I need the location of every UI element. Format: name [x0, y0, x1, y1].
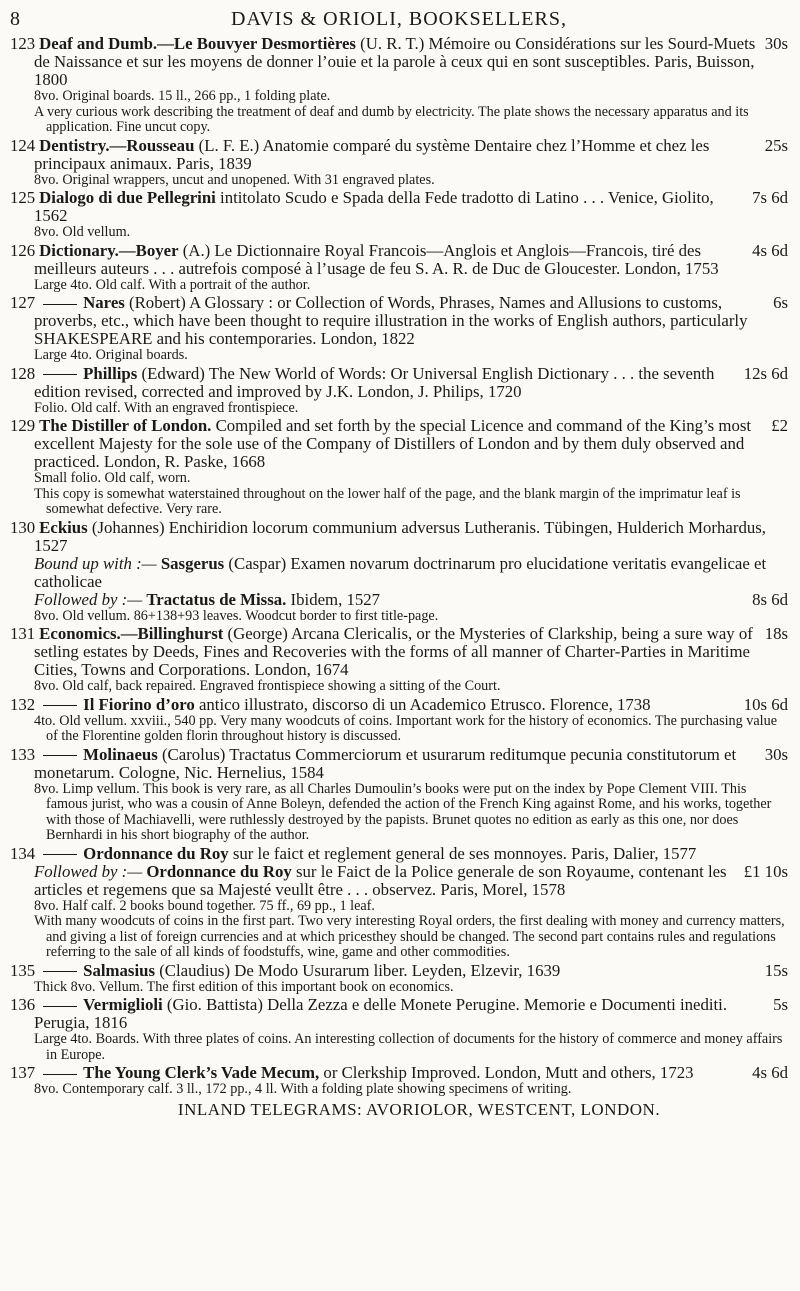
entry-description: Thick 8vo. Vellum. The first edition of this important book on economics.	[34, 978, 454, 995]
entry-keyword: Dentistry.—Rousseau	[39, 135, 195, 155]
entry-price: 15s	[764, 960, 788, 980]
entry-title-line	[10, 625, 788, 679]
entry-title-line	[10, 746, 788, 782]
entry-price: 12s 6d	[743, 363, 788, 383]
entry-note: Bound up with :—	[34, 553, 157, 573]
entry-keyword: Eckius	[39, 517, 88, 537]
entry-number: 132	[10, 694, 36, 714]
entry-number: 137	[10, 1063, 36, 1082]
telegram-footer: INLAND TELEGRAMS: AVORIOLOR, WESTCENT, LONDON.	[177, 1099, 661, 1119]
entry-price: 5s	[773, 995, 788, 1014]
ditto-rule	[43, 374, 77, 375]
entry-continuation-line	[10, 863, 788, 899]
running-head: DAVIS & ORIOLI, BOOKSELLERS,	[231, 8, 567, 30]
entry-title-line	[10, 696, 788, 714]
catalogue-entry	[10, 996, 788, 1063]
entry-price: 30s	[764, 34, 788, 53]
ditto-rule	[43, 304, 77, 305]
catalogue-entry	[10, 1064, 788, 1098]
entry-keyword: The Distiller of London.	[39, 416, 212, 435]
page-number: 8	[10, 8, 20, 30]
entry-text: (George) Arcana Clericalis, or the Mysteries of Clarkship, being a sure way of setling estates by Deeds, Fines and Recoveries with the forms of all manner of Charter-Parties in Maritime Cities, Towns and Corporations. London, 1674	[34, 624, 753, 679]
entry-keyword: Tractatus de Missa.	[146, 589, 287, 609]
entry-text: (Robert) A Glossary : or Collection of Words, Phrases, Names and Allusions to customs, proverbs, etc., which have been thought to require illustration in the works of English authors, particularly SHAKESPEARE and his contemporaries. London, 1822	[34, 293, 748, 348]
catalogue-entry	[10, 417, 788, 518]
entry-keyword: Molinaeus	[83, 744, 158, 764]
catalogue-entry	[10, 845, 788, 961]
ditto-rule	[43, 1074, 77, 1075]
entry-keyword: Nares	[83, 293, 125, 312]
entry-description: 8vo. Old calf, back repaired. Engraved frontispiece showing a sitting of the Court.	[34, 678, 501, 694]
entry-description: 8vo. Contemporary calf. 3 ll., 172 pp., 4 ll. With a folding plate showing specimens of writing.	[34, 1081, 572, 1097]
catalogue-entry	[10, 35, 788, 136]
entry-number: 135	[10, 960, 36, 980]
entry-number: 125	[10, 188, 36, 207]
entry-title-line	[10, 242, 788, 278]
entry-description: 4to. Old vellum. xxviii., 540 pp. Very many woodcuts of coins. Important work for the history of economics. The purchasing value of the Florentine golden florin throughout history is discussed.	[34, 712, 778, 744]
entry-text: (Edward) The New World of Words: Or Universal English Dictionary . . . the seventh edition revised, corrected and improved by J.K. London, J. Philips, 1720	[34, 363, 715, 401]
entry-continuation-line	[10, 591, 788, 609]
entry-price: 4s 6d	[752, 240, 788, 260]
entry-continuation-line	[10, 555, 788, 591]
entry-price: 25s	[764, 135, 788, 155]
entry-text: intitolato Scudo e Spada della Fede tradotto di Latino . . . Venice, Giolito, 1562	[34, 188, 714, 225]
entry-description: Large 4to. Original boards.	[34, 347, 188, 363]
entry-text: (L. F. E.) Anatomie comparé du système Dentaire chez l’Homme et chez les principaux animaux. Paris, 1839	[34, 135, 710, 173]
entry-title-line	[10, 519, 788, 555]
entry-keyword: Dictionary.—Boyer	[39, 240, 179, 260]
entry-text: (Johannes) Enchiridion locorum communium adversus Lutheranis. Tübingen, Hulderich Morhardus, 1527	[34, 517, 766, 555]
entry-title-line	[10, 996, 788, 1032]
ditto-rule	[43, 854, 77, 855]
entry-title-line	[10, 845, 788, 863]
entry-description: 8vo. Half calf. 2 books bound together. 75 ff., 69 pp., 1 leaf.	[34, 897, 375, 914]
entry-description: With many woodcuts of coins in the first part. Two very interesting Royal orders, the first dealing with money and currency matters, and giving a list of foreign currencies and at which pricesthey should be changed. The second part contains rules and regulations referring to the sale of all kinds of foodstuffs, wine, game and other commodities.	[34, 913, 785, 960]
catalogue-entry	[10, 189, 788, 241]
entry-description: This copy is somewhat waterstained throughout on the lower half of the page, and the blank margin of the imprimatur leaf is somewhat defective. Very rare.	[34, 485, 741, 517]
entry-title-line	[10, 189, 788, 225]
catalogue-entry	[10, 137, 788, 189]
ditto-rule	[43, 755, 77, 756]
entry-price: 6s	[773, 293, 788, 312]
entry-number: 133	[10, 744, 36, 764]
entry-description: Large 4to. Boards. With three plates of coins. An interesting collection of documents for the history of commerce and money affairs in Europe.	[34, 1031, 783, 1063]
entry-price: 8s 6d	[752, 589, 788, 609]
entry-text: antico illustrato, discorso di un Academico Etrusco. Florence, 1738	[198, 694, 651, 714]
page-header	[10, 8, 788, 30]
entry-text: Ibidem, 1527	[290, 589, 381, 609]
entry-number: 130	[10, 517, 36, 537]
catalogue-entry	[10, 625, 788, 695]
entry-description: 8vo. Old vellum.	[34, 224, 131, 240]
entry-keyword: Ordonnance du Roy	[83, 843, 229, 863]
entry-text: (Claudius) De Modo Usurarum liber. Leyden, Elzevir, 1639	[159, 960, 561, 980]
entry-description: Large 4to. Old calf. With a portrait of the author.	[34, 276, 311, 293]
entry-keyword: Phillips	[83, 363, 138, 383]
ditto-rule	[43, 971, 77, 972]
entry-description: 8vo. Original boards. 15 ll., 266 pp., 1 folding plate.	[34, 88, 331, 104]
catalogue-entry	[10, 746, 788, 844]
ditto-rule	[43, 705, 77, 706]
entry-keyword: Dialogo di due Pellegrini	[39, 188, 216, 207]
entry-text: sur le Faict de la Police generale de son Royaume, contenant les articles et regemens que sa Majesté veullt être . . . observez. Paris, Morel, 1578	[34, 861, 727, 899]
entry-keyword: Sasgerus	[160, 553, 225, 573]
entry-title-line	[10, 417, 788, 471]
entry-price: 30s	[764, 744, 788, 764]
entry-text: (Gio. Battista) Della Zezza e delle Monete Perugine. Memorie e Documenti inediti. Perugia, 1816	[34, 995, 728, 1032]
entry-price: £1 10s	[743, 861, 788, 881]
entry-text: (Carolus) Tractatus Commerciorum et usurarum reditumque pecunia constitutorum et monetarum. Cologne, Nic. Hernelius, 1584	[34, 744, 737, 782]
entry-title-line	[10, 962, 788, 980]
entry-text: (U. R. T.) Mémoire ou Considérations sur les Sourd-Muets de Naissance et sur les moyens de donner l’ouie et la parole à ceux qui en sont susceptibles. Paris, Buisson, 1800	[34, 34, 756, 89]
entry-text: (A.) Le Dictionnaire Royal Francois—Anglois et Anglois—Francois, tiré des meilleurs auteurs . . . autrefois composé à l’usage de feu S. A. R. de Duc de Gloucester. London, 1753	[34, 240, 719, 278]
entry-description: 8vo. Limp vellum. This book is very rare, as all Charles Dumoulin’s books were put on the index by Pope Clement VIII. This famous jurist, who was a cousin of Anne Boleyn, defended the action of the French King against Rome, and his works, together with those of Machiavelli, were ruthlessly destroyed by the papists. Brunet quotes no edition as early as this one, nor does Bernhardi in his short biography of the author.	[34, 780, 772, 843]
entry-description: 8vo. Original wrappers, uncut and unopened. With 31 engraved plates.	[34, 171, 435, 188]
entry-keyword: Deaf and Dumb.—Le Bouvyer Desmortières	[39, 34, 356, 53]
entry-price: 4s 6d	[752, 1063, 788, 1082]
catalogue-entry	[10, 696, 788, 745]
entry-title-line	[10, 137, 788, 173]
entry-text: (Caspar) Examen novarum doctrinarum pro elucidatione veritatis evangelicae et catholicae	[34, 553, 767, 591]
entry-description: A very curious work describing the treatment of deaf and dumb by electricity. The plate shows the necessary apparatus and its application. Fine uncut copy.	[34, 103, 749, 135]
entry-title-line	[10, 294, 788, 348]
catalogue-entry	[10, 294, 788, 364]
entry-text: sur le faict et reglement general de ses monnoyes. Paris, Dalier, 1577	[232, 843, 697, 863]
entry-number: 127	[10, 293, 36, 312]
entry-text: Compiled and set forth by the special Licence and command of the King’s most excellent Majesty for the sole use of the Company of Distillers of London and by them duly observed and practiced. London, R. Paske, 1668	[34, 416, 752, 471]
entry-price: 7s 6d	[752, 188, 788, 207]
catalogue-entries	[10, 35, 788, 1098]
entry-description: 8vo. Old vellum. 86+138+93 leaves. Woodcut border to first title-page.	[34, 607, 439, 624]
catalogue-entry	[10, 962, 788, 996]
entry-keyword: Economics.—Billinghurst	[39, 624, 224, 643]
entry-description: Small folio. Old calf, worn.	[34, 470, 191, 486]
entry-price: 10s 6d	[743, 694, 788, 714]
entry-number: 126	[10, 240, 36, 260]
entry-title-line	[10, 365, 788, 401]
entry-keyword: Ordonnance du Roy	[146, 861, 292, 881]
entry-keyword: Salmasius	[83, 960, 155, 980]
entry-title-line	[10, 1064, 788, 1082]
entry-number: 131	[10, 624, 36, 643]
ditto-rule	[43, 1006, 77, 1007]
entry-number: 128	[10, 363, 36, 383]
entry-note: Followed by :—	[34, 861, 143, 881]
catalogue-entry	[10, 242, 788, 294]
entry-title-line	[10, 35, 788, 89]
catalogue-entry	[10, 365, 788, 417]
entry-description: Folio. Old calf. With an engraved frontispiece.	[34, 399, 299, 416]
entry-note: Followed by :—	[34, 589, 143, 609]
entry-text: or Clerkship Improved. London, Mutt and others, 1723	[323, 1063, 694, 1082]
entry-number: 134	[10, 843, 36, 863]
entry-keyword: The Young Clerk’s Vade Mecum,	[83, 1063, 320, 1082]
entry-price: £2	[771, 416, 788, 435]
entry-number: 124	[10, 135, 36, 155]
entry-number: 123	[10, 34, 36, 53]
entry-keyword: Il Fiorino d’oro	[83, 694, 195, 714]
entry-price: 18s	[764, 624, 788, 643]
entry-number: 129	[10, 416, 36, 435]
entry-keyword: Vermiglioli	[83, 995, 163, 1014]
catalogue-entry	[10, 519, 788, 625]
entry-number: 136	[10, 995, 36, 1014]
